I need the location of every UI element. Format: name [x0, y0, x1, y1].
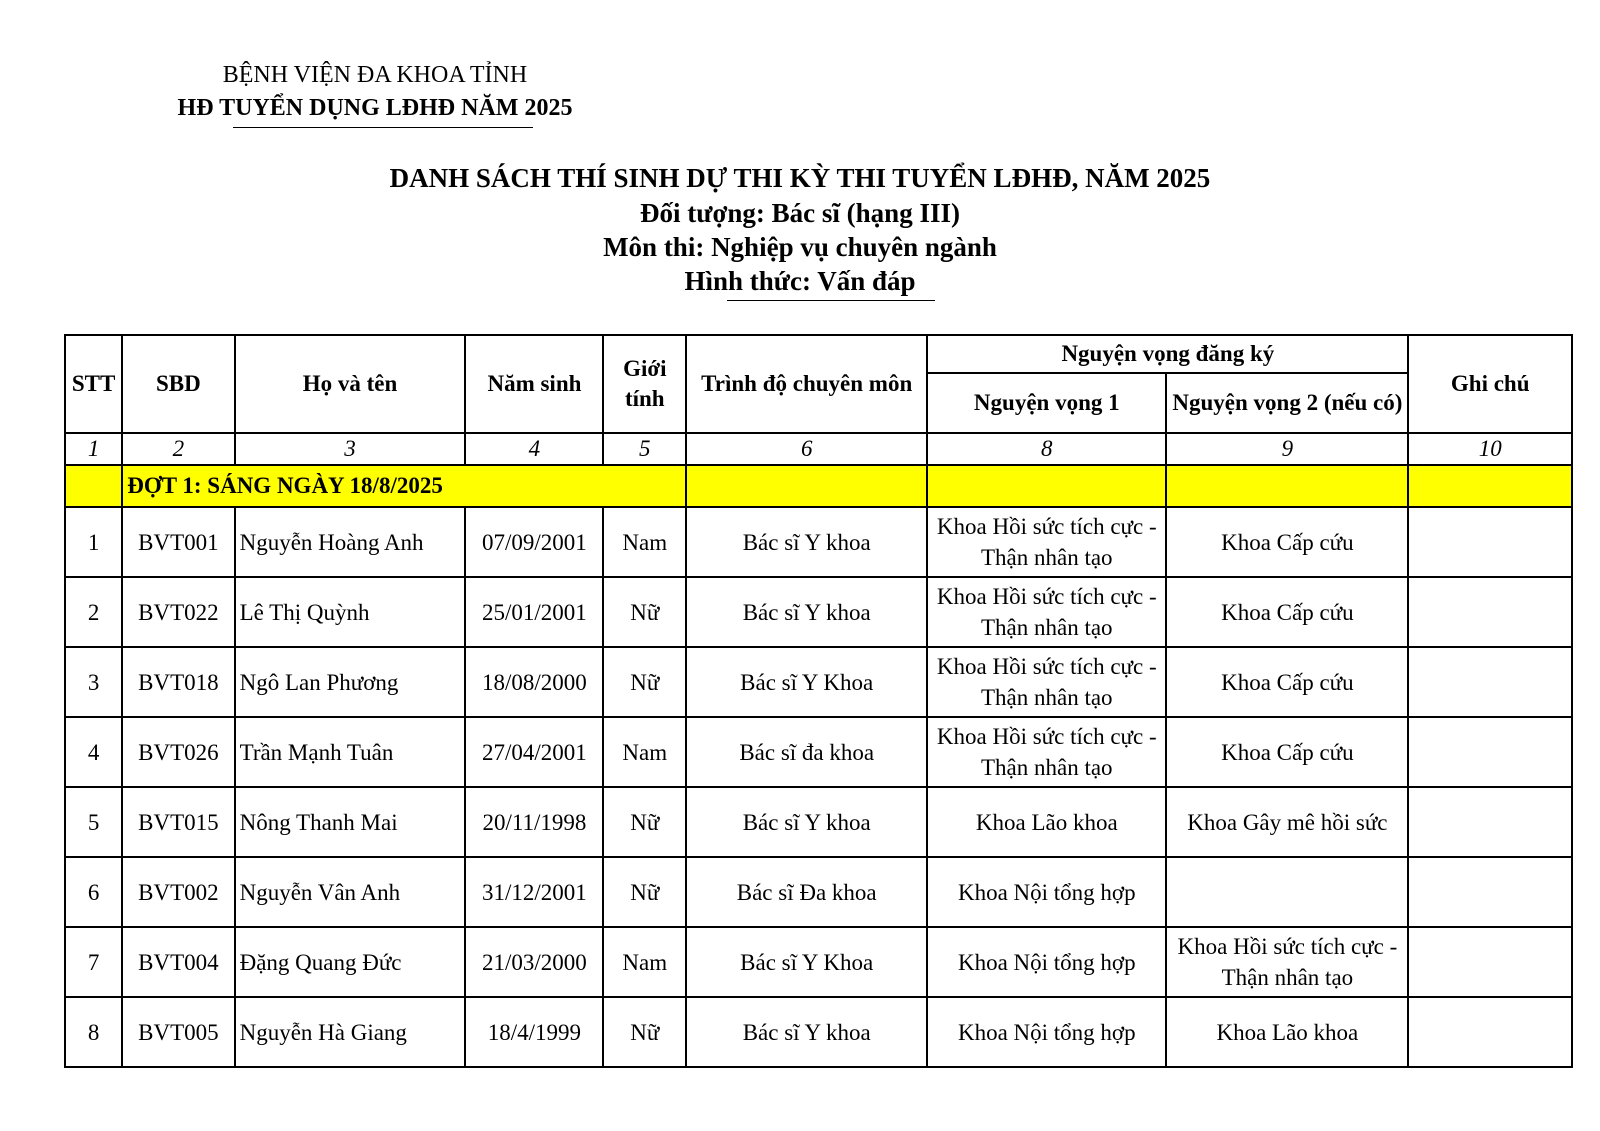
- cell-wish2: Khoa Cấp cứu: [1166, 577, 1408, 647]
- hospital-name: BỆNH VIỆN ĐA KHOA TỈNH: [222, 62, 528, 88]
- header-name: Họ và tên: [235, 335, 466, 433]
- cell-wish1: Khoa Hồi sức tích cực - Thận nhân tạo: [927, 577, 1166, 647]
- cell-wish1: Khoa Nội tổng hợp: [927, 997, 1166, 1067]
- header-stt: STT: [65, 335, 122, 433]
- cell-note: [1408, 927, 1572, 997]
- column-number: 1: [65, 433, 122, 465]
- cell-wish2: Khoa Gây mê hồi sức: [1166, 787, 1408, 857]
- candidate-table: [64, 334, 1573, 1068]
- cell-birth: 25/01/2001: [465, 577, 603, 647]
- column-number: 8: [927, 433, 1166, 465]
- cell-stt: 1: [65, 507, 122, 577]
- table-row: [65, 507, 1572, 577]
- cell-sbd: BVT018: [122, 647, 234, 717]
- cell-stt: 2: [65, 577, 122, 647]
- cell-birth: 18/08/2000: [465, 647, 603, 717]
- column-number: 4: [465, 433, 603, 465]
- cell-name: Nông Thanh Mai: [235, 787, 466, 857]
- cell-wish1: Khoa Nội tổng hợp: [927, 927, 1166, 997]
- cell-sbd: BVT015: [122, 787, 234, 857]
- cell-birth: 18/4/1999: [465, 997, 603, 1067]
- cell-name: Nguyễn Hoàng Anh: [235, 507, 466, 577]
- cell-wish1: Khoa Hồi sức tích cực - Thận nhân tạo: [927, 507, 1166, 577]
- cell-gender: Nữ: [603, 787, 686, 857]
- column-number: 3: [235, 433, 466, 465]
- cell-sbd: BVT002: [122, 857, 234, 927]
- cell-qualification: Bác sĩ đa khoa: [686, 717, 927, 787]
- cell-gender: Nam: [603, 717, 686, 787]
- cell-birth: 31/12/2001: [465, 857, 603, 927]
- cell-name: Nguyễn Hà Giang: [235, 997, 466, 1067]
- cell-wish2: Khoa Lão khoa: [1166, 997, 1408, 1067]
- cell-stt: 7: [65, 927, 122, 997]
- table-row: [65, 577, 1572, 647]
- cell-stt: 5: [65, 787, 122, 857]
- table-row: [65, 717, 1572, 787]
- header-note: Ghi chú: [1408, 335, 1572, 433]
- group-cell: [1166, 465, 1408, 507]
- exam-line: Môn thi: Nghiệp vụ chuyên ngành: [603, 232, 997, 262]
- cell-wish1: Khoa Lão khoa: [927, 787, 1166, 857]
- cell-qualification: Bác sĩ Y Khoa: [686, 927, 927, 997]
- cell-birth: 21/03/2000: [465, 927, 603, 997]
- cell-gender: Nam: [603, 507, 686, 577]
- column-number: 6: [686, 433, 927, 465]
- cell-wish1: Khoa Hồi sức tích cực - Thận nhân tạo: [927, 717, 1166, 787]
- cell-gender: Nam: [603, 927, 686, 997]
- cell-wish2: Khoa Cấp cứu: [1166, 717, 1408, 787]
- cell-note: [1408, 507, 1572, 577]
- cell-stt: 4: [65, 717, 122, 787]
- cell-qualification: Bác sĩ Y Khoa: [686, 647, 927, 717]
- table-row: [65, 857, 1572, 927]
- cell-gender: Nữ: [603, 647, 686, 717]
- document-title-block: [0, 160, 1600, 298]
- header-wish-group: Nguyện vọng đăng ký: [927, 335, 1408, 373]
- cell-wish2: Khoa Cấp cứu: [1166, 507, 1408, 577]
- cell-sbd: BVT001: [122, 507, 234, 577]
- column-number: 9: [1166, 433, 1408, 465]
- cell-name: Trần Mạnh Tuân: [235, 717, 466, 787]
- cell-qualification: Bác sĩ Y khoa: [686, 507, 927, 577]
- column-number: 2: [122, 433, 234, 465]
- cell-note: [1408, 717, 1572, 787]
- form-line: Hình thức: Vấn đáp: [684, 266, 916, 296]
- cell-name: Ngô Lan Phương: [235, 647, 466, 717]
- group-cell: [927, 465, 1166, 507]
- cell-wish2: [1166, 857, 1408, 927]
- cell-name: Lê Thị Quỳnh: [235, 577, 466, 647]
- cell-stt: 6: [65, 857, 122, 927]
- cell-birth: 27/04/2001: [465, 717, 603, 787]
- group-cell: [686, 465, 927, 507]
- cell-note: [1408, 857, 1572, 927]
- cell-qualification: Bác sĩ Đa khoa: [686, 857, 927, 927]
- cell-stt: 3: [65, 647, 122, 717]
- cell-note: [1408, 787, 1572, 857]
- cell-sbd: BVT004: [122, 927, 234, 997]
- cell-wish2: Khoa Cấp cứu: [1166, 647, 1408, 717]
- cell-gender: Nữ: [603, 997, 686, 1067]
- document-title: DANH SÁCH THÍ SINH DỰ THI KỲ THI TUYỂN LĐHĐ, NĂM 2025: [389, 163, 1211, 193]
- cell-stt: 8: [65, 997, 122, 1067]
- cell-note: [1408, 577, 1572, 647]
- subject-line: Đối tượng: Bác sĩ (hạng III): [640, 198, 960, 228]
- header-gender: Giới tính: [603, 335, 686, 433]
- cell-gender: Nữ: [603, 857, 686, 927]
- group-label: ĐỢT 1: SÁNG NGÀY 18/8/2025: [122, 465, 686, 507]
- cell-qualification: Bác sĩ Y khoa: [686, 787, 927, 857]
- table-row: [65, 997, 1572, 1067]
- cell-sbd: BVT005: [122, 997, 234, 1067]
- table-row: [65, 927, 1572, 997]
- cell-name: Đặng Quang Đức: [235, 927, 466, 997]
- column-number: 5: [603, 433, 686, 465]
- cell-wish1: Khoa Hồi sức tích cực - Thận nhân tạo: [927, 647, 1166, 717]
- cell-wish2: Khoa Hồi sức tích cực - Thận nhân tạo: [1166, 927, 1408, 997]
- cell-note: [1408, 647, 1572, 717]
- column-number: 10: [1408, 433, 1572, 465]
- cell-qualification: Bác sĩ Y khoa: [686, 577, 927, 647]
- header-qualification: Trình độ chuyên môn: [686, 335, 927, 433]
- header-birth: Năm sinh: [465, 335, 603, 433]
- header-sbd: SBD: [122, 335, 234, 433]
- cell-sbd: BVT022: [122, 577, 234, 647]
- header-wish1: Nguyện vọng 1: [927, 373, 1166, 433]
- cell-gender: Nữ: [603, 577, 686, 647]
- cell-note: [1408, 997, 1572, 1067]
- organization-header: [155, 58, 595, 124]
- group-cell: [1408, 465, 1572, 507]
- title-underline: [727, 300, 935, 301]
- table-row: [65, 787, 1572, 857]
- header-wish2: Nguyện vọng 2 (nếu có): [1166, 373, 1408, 433]
- cell-wish1: Khoa Nội tổng hợp: [927, 857, 1166, 927]
- group-cell: [65, 465, 122, 507]
- cell-birth: 07/09/2001: [465, 507, 603, 577]
- cell-qualification: Bác sĩ Y khoa: [686, 997, 927, 1067]
- header-underline: [233, 127, 533, 128]
- cell-name: Nguyễn Vân Anh: [235, 857, 466, 927]
- recruitment-council: HĐ TUYỂN DỤNG LĐHĐ NĂM 2025: [177, 95, 573, 121]
- table-row: [65, 647, 1572, 717]
- group-row: [65, 465, 1572, 507]
- cell-sbd: BVT026: [122, 717, 234, 787]
- cell-birth: 20/11/1998: [465, 787, 603, 857]
